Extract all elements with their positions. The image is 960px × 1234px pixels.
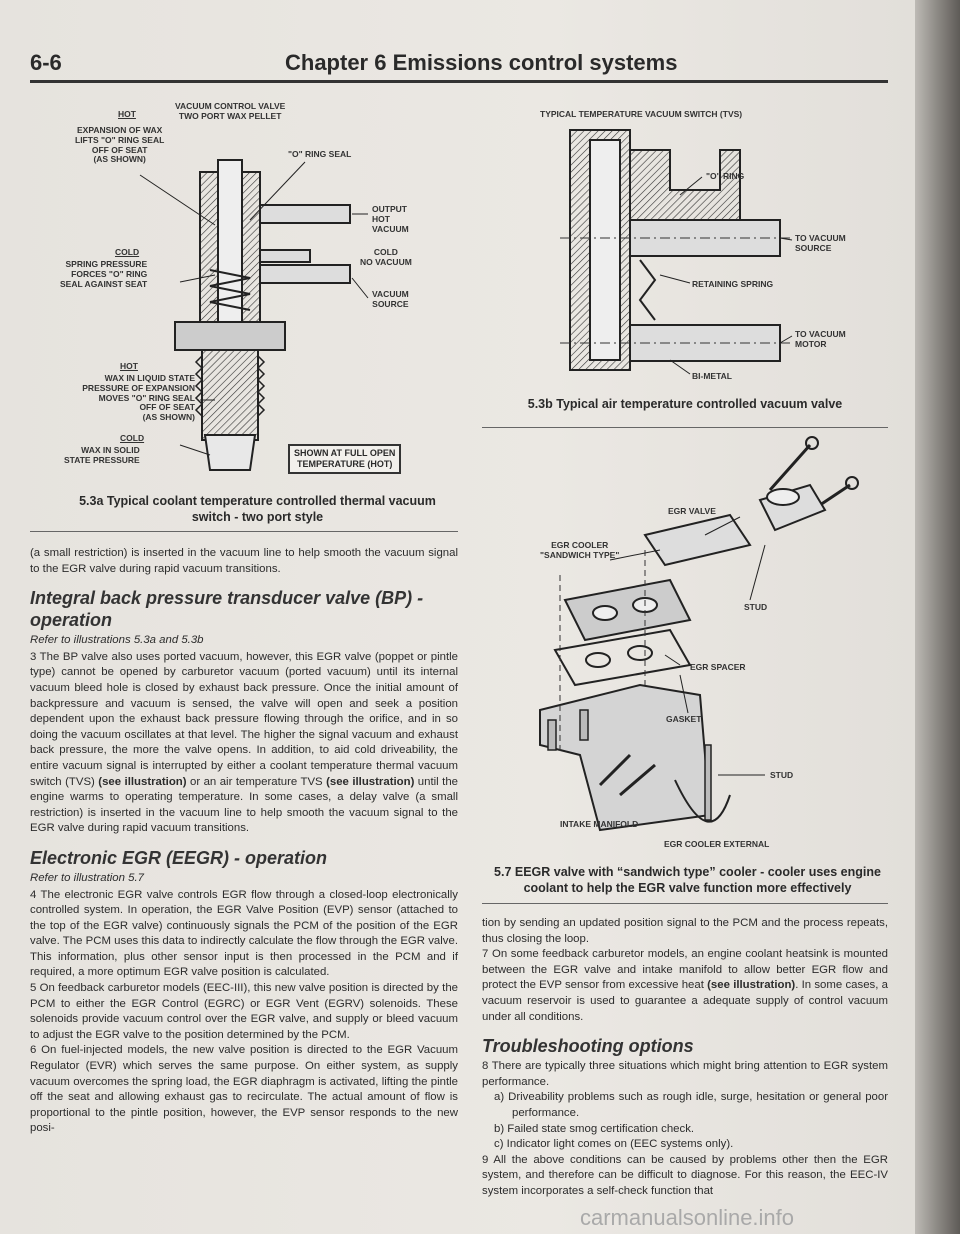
ref-eegr: Refer to illustration 5.7	[30, 871, 144, 884]
caption-rule-right-bottom	[482, 903, 888, 904]
label-hot-bottom: HOT	[120, 361, 138, 371]
caption-5-7: 5.7 EEGR valve with “sandwich type” cooler - cooler uses engine coolant to help the EGR valve function more effectively	[494, 865, 881, 896]
p3-see-illustration-2: (see illustration)	[326, 775, 415, 788]
right-column	[482, 916, 888, 1200]
heading-bp-valve: Integral back pressure transducer valve (BP) - operation	[30, 588, 424, 631]
label-cold-no-vacuum: COLD NO VACUUM	[360, 247, 412, 267]
chapter-title: Chapter 6 Emissions control systems	[285, 50, 678, 75]
label-egr-cooler: EGR COOLER "SANDWICH TYPE"	[540, 540, 620, 560]
figure-5-7	[480, 435, 890, 860]
label-cold-bottom: COLD	[120, 433, 145, 443]
list-item: a) Driveability problems such as rough idle, surge, hesitation or general poor performance.	[494, 1091, 888, 1119]
label-o-ring: "O" RING	[706, 171, 745, 181]
p3-text-e: until the engine warms to operating temperature. In some cases, a delay valve (a small restriction) is inserted in the vacuum line to help smooth the vacuum signal to the EGR valve during rapid vacuum transitions.	[30, 775, 458, 835]
figure-5-3a	[60, 100, 460, 485]
paragraph-intro: (a small restriction) is inserted in the vacuum line to help smooth the vacuum signal to the EGR valve during rapid vacuum transitions.	[30, 547, 458, 575]
paragraph-7	[482, 947, 888, 1025]
label-gasket: GASKET	[666, 714, 702, 724]
label-to-vacuum-motor: TO VACUUM MOTOR	[795, 329, 846, 349]
egr-cooler-exploded-drawing	[480, 435, 890, 860]
heading-eegr: Electronic EGR (EEGR) - operation	[30, 847, 328, 868]
label-expansion: EXPANSION OF WAX LIFTS "O" RING SEAL OFF OF SEAT (AS SHOWN)	[75, 125, 165, 165]
p7-text-a: 7 On some feedback carburetor models, an engine coolant heatsink is mounted between the EGR valve and intake manifold to allow better EGR flow and protect the EVP sensor from excessive heat	[482, 948, 888, 992]
label-valve-title: VACUUM CONTROL VALVE TWO PORT WAX PELLET	[175, 101, 286, 121]
paragraph-continued: tion by sending an updated position signal to the PCM and the process repeats, thus closing the loop.	[482, 917, 888, 945]
ref-bp: Refer to illustrations 5.3a and 5.3b	[30, 634, 204, 647]
label-bi-metal: BI-METAL	[692, 371, 732, 381]
list-item: b) Failed state smog certification check.	[494, 1122, 695, 1135]
label-output-hot-vacuum: OUTPUT HOT VACUUM	[372, 204, 409, 234]
paragraph-9: 9 All the above conditions can be caused by problems other then the EGR system, and therefore can be difficult to diagnose. For this reason, the EEC-IV system incorporates a self-check function that	[482, 1153, 888, 1197]
p7-see-illustration: (see illustration)	[707, 979, 796, 992]
heading-troubleshooting: Troubleshooting options	[482, 1036, 694, 1057]
label-vacuum-source: VACUUM SOURCE	[372, 289, 409, 309]
label-tvs-title: TYPICAL TEMPERATURE VACUUM SWITCH (TVS)	[540, 109, 743, 119]
label-egr-valve: EGR VALVE	[668, 506, 716, 516]
conditions-list	[482, 1090, 888, 1152]
paragraph-3	[30, 650, 458, 837]
label-egr-spacer: EGR SPACER	[690, 662, 746, 672]
list-item: c) Indicator light comes on (EEC systems only).	[494, 1138, 734, 1151]
caption-rule-right-top	[482, 427, 888, 428]
label-shown-full-open: SHOWN AT FULL OPEN TEMPERATURE (HOT)	[288, 444, 401, 474]
caption-rule-left	[30, 531, 458, 532]
p3-text-c: or an air temperature TVS	[186, 775, 327, 788]
p3-text-a: 3 The BP valve also uses ported vacuum, however, this EGR valve (poppet or pintle type) cannot be opened by carburetor vacuum (ported vacuum) until its internal vacuum bleed hole is closed by exhaust back pressure. Once the initial amount of backpressure and vacuum is sensed, the valve will open and seek a position dependent upon the exhaust back pressure flowing through the orifice, and in so doing the vacuum oscillates at that level. The higher the signal vacuum and exhaust back pressure, the more the valve opens. In addition, to aid cold driveability, the entire vacuum signal is interrupted by either a coolant temperature thermal vacuum switch (TVS)	[30, 650, 458, 788]
header-rule	[30, 80, 888, 83]
label-intake-manifold: INTAKE MANIFOLD	[560, 819, 639, 829]
label-wax-liquid: WAX IN LIQUID STATE PRESSURE OF EXPANSION MOVES "O" RING SEAL OFF OF SEAT (AS SHOWN)	[82, 373, 195, 423]
label-retaining-spring: RETAINING SPRING	[692, 279, 774, 289]
caption-5-3a: 5.3a Typical coolant temperature controlled thermal vacuum switch - two port style	[79, 494, 436, 525]
watermark-bottom: carmanualsonline.info	[580, 1205, 795, 1230]
paragraph-8: 8 There are typically three situations which might bring attention to EGR system performance.	[482, 1060, 888, 1088]
caption-5-3b: 5.3b Typical air temperature controlled vacuum valve	[527, 397, 843, 411]
label-hot-top: HOT	[118, 109, 136, 119]
label-o-ring-seal: "O" RING SEAL	[288, 149, 352, 159]
left-column	[30, 546, 458, 1137]
label-cold-top: COLD	[115, 247, 140, 257]
label-egr-cooler-external: EGR COOLER EXTERNAL	[664, 839, 770, 849]
paragraph-5: 5 On feedback carburetor models (EEC-III), this new valve position is directed by the PCM to either the EGR Control (EGRC) or EGR Vent (EGRV) solenoids. These solenoids provide vacuum control over the EGR valve, and supply or bleed vacuum to adjust the EGR valve to the position determined by the PCM.	[30, 982, 458, 1041]
p7-text-c: . In some cases, a vacuum reservoir is used to guarantee a adequate supply of control vacuum under all conditions.	[482, 979, 888, 1023]
label-stud-top: STUD	[744, 602, 768, 612]
paragraph-6: 6 On fuel-injected models, the new valve position is directed to the EGR Vacuum Regulator (EVR) which serves the same purpose. On either system, as supply vacuum overcomes the spring load, the EGR diaphragm is activated, lifting the pintle off the seat and allowing exhaust gas to recirculate. The actual amount of flow is proportional to the pintle position, however, the EVP sensor responds to the new posi-	[30, 1044, 458, 1135]
paragraph-4: 4 The electronic EGR valve controls EGR flow through a closed-loop electronically controlled system. In operation, the EGR Valve Position (EVP) sensor (attached to the top of the EGR valve) continuously signals the PCM of the position of the EGR valve. The PCM uses this data to indirectly calculate the flow through the EGR valve. This information, plus other sensor input is then processed in the PCM and if required, a more optimum EGR valve position is calculated.	[30, 888, 458, 979]
label-to-vacuum-source: TO VACUUM SOURCE	[795, 233, 846, 253]
page-number: 6-6	[30, 50, 62, 75]
label-wax-solid: WAX IN SOLID STATE PRESSURE	[64, 445, 140, 465]
label-spring-pressure: SPRING PRESSURE FORCES "O" RING SEAL AGAINST SEAT	[60, 259, 148, 289]
book-binding-edge	[915, 0, 960, 1234]
figure-5-3b	[480, 100, 890, 390]
p3-see-illustration-1: (see illustration)	[98, 775, 187, 788]
label-stud-bottom: STUD	[770, 770, 794, 780]
